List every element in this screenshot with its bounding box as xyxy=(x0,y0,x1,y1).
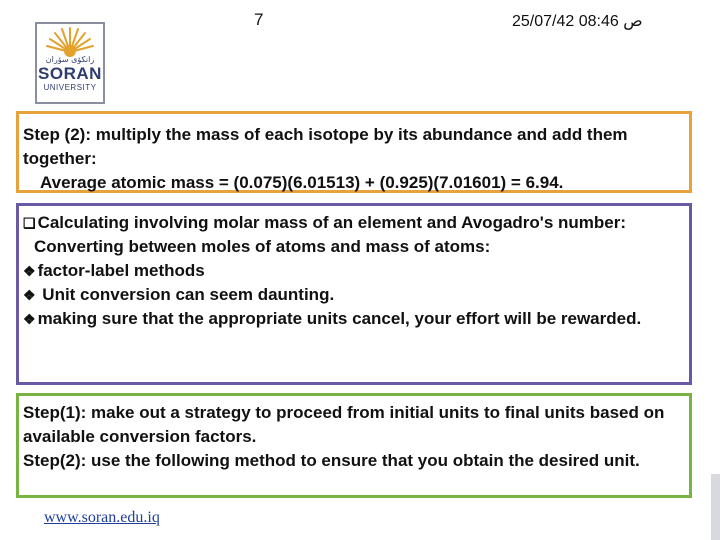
diamond-bullet-icon: ❖ xyxy=(23,287,36,303)
converting-subheading: Converting between moles of atoms and mass of atoms: xyxy=(34,237,491,256)
bullet-item xyxy=(23,283,689,307)
date-time: 25/07/42 08:46 ص xyxy=(512,13,643,30)
bullet-text: factor-label methods xyxy=(37,261,205,280)
logo-arabic-text: زانكۆى سۆران xyxy=(45,55,95,64)
step2-box xyxy=(16,111,692,193)
square-bullet-icon: ❏ xyxy=(23,215,36,231)
sun-emblem-icon xyxy=(35,22,105,58)
molar-mass-box xyxy=(16,203,692,385)
step1-text: Step(1): make out a strategy to proceed from initial units to final units based on available conversion factors. xyxy=(23,403,665,446)
bullet-text: Unit conversion can seem daunting. xyxy=(37,285,335,304)
university-logo xyxy=(35,22,105,104)
diamond-bullet-icon: ❖ xyxy=(23,263,36,279)
step2b-text: Step(2): use the following method to ensure that you obtain the desired unit. xyxy=(23,451,640,470)
logo-subtitle: UNIVERSITY xyxy=(43,83,97,92)
steps-box xyxy=(16,393,692,498)
slide-number: 7 xyxy=(254,10,264,29)
molar-mass-heading xyxy=(23,211,689,235)
heading-text: Calculating involving molar mass of an element and Avogadro's number: xyxy=(37,213,627,232)
bullet-item xyxy=(23,259,689,283)
scrollbar-edge[interactable] xyxy=(711,474,720,540)
bullet-text: making sure that the appropriate units cancel, your effort will be rewarded. xyxy=(37,309,642,328)
average-mass-formula: Average atomic mass = (0.075)(6.01513) + (0.925)(7.01601) = 6.94. xyxy=(40,173,564,192)
step2-text: Step (2): multiply the mass of each isotope by its abundance and add them together: xyxy=(23,125,628,168)
diamond-bullet-icon: ❖ xyxy=(23,311,36,327)
logo-name: SORAN xyxy=(38,64,102,83)
website-link[interactable]: www.soran.edu.iq xyxy=(44,509,160,526)
bullet-item xyxy=(23,307,689,331)
